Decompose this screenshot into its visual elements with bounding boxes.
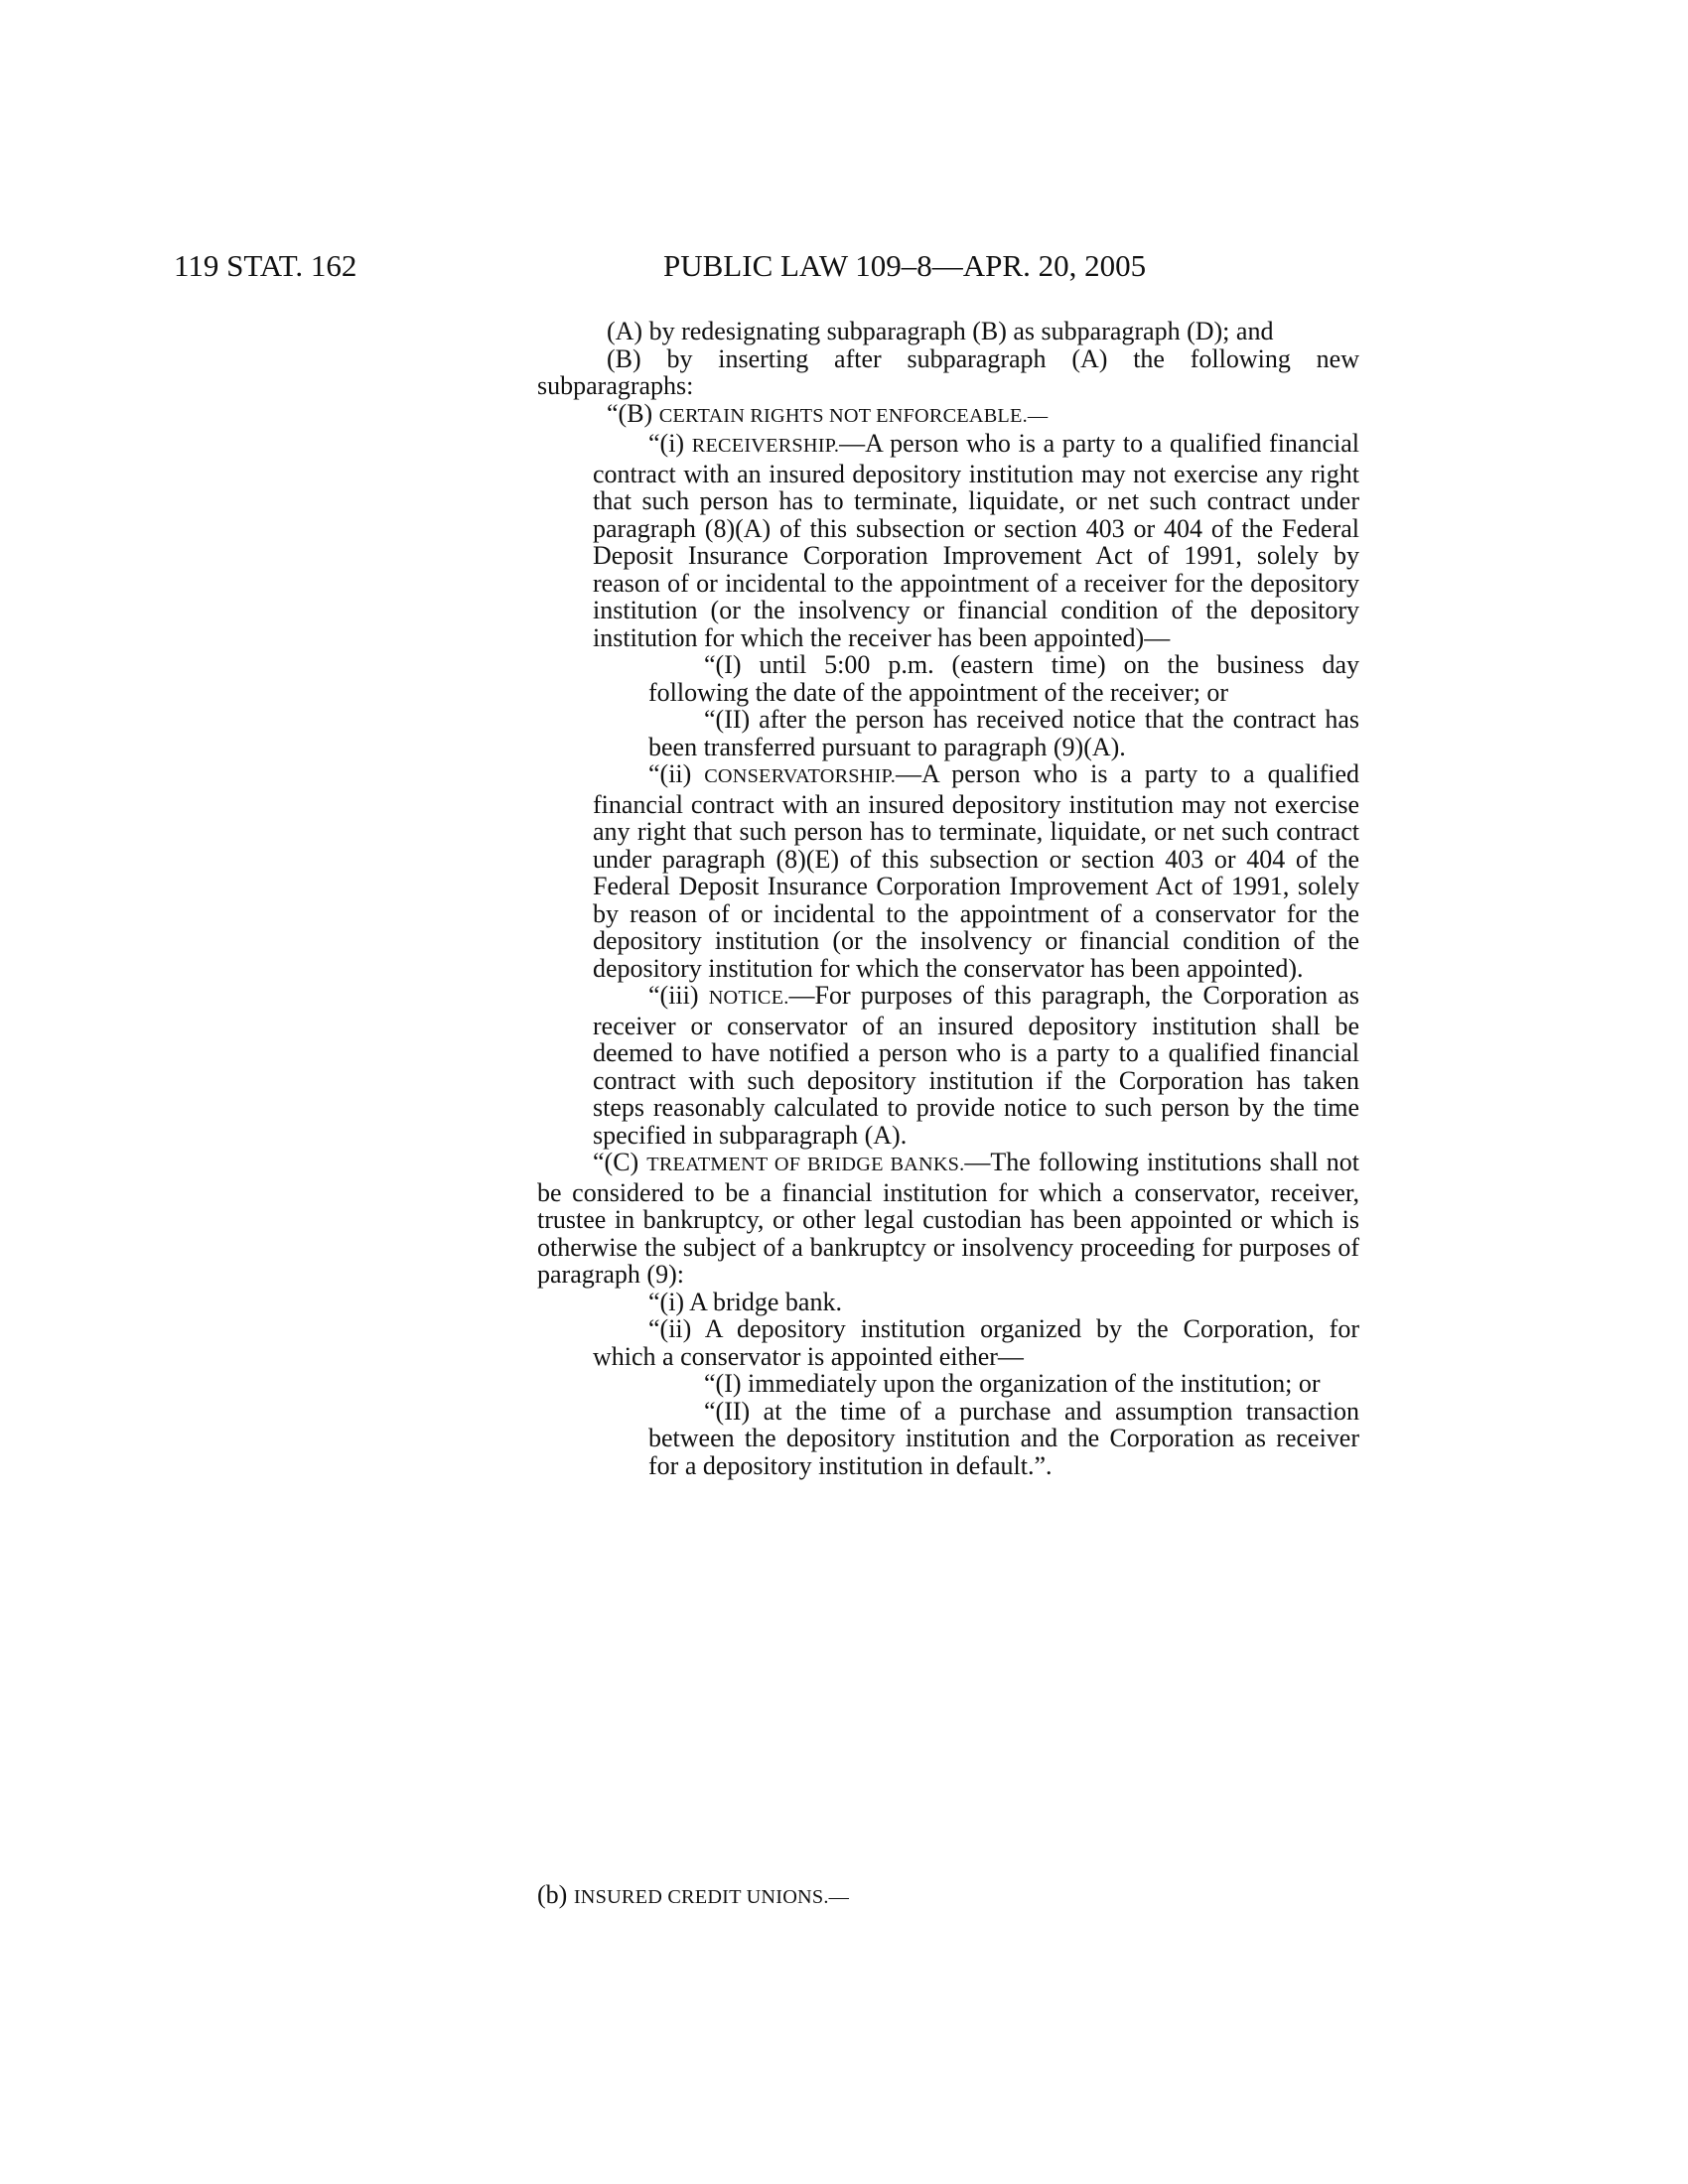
clause-iii-notice: “(iii) NOTICE.—For purposes of this paragraph, the Corporation as receiver or conservator of an insured depository institution shall be deemed to have notified a person who is a party to a qualified financial contract with such depository institution if the Corporation has taken steps reasonably calculated to provide notice to such person by the time specified in subparagraph (A). [593, 981, 1360, 1150]
subpara-b-heading: “(B) CERTAIN RIGHTS NOT ENFORCEABLE.— [607, 398, 1049, 428]
subclause-i-II: “(II) after the person has received notice that the contract has been transferred pursuant to paragraph (9)(A). [648, 705, 1359, 761]
statute-body [537, 318, 1359, 1479]
subpara-c-subclause-II: “(II) at the time of a purchase and assumption transaction between the depository institution and the Corporation as receiver for a depository institution in default.”. [648, 1396, 1359, 1480]
clause-i-receivership: “(i) RECEIVERSHIP.—A person who is a party to a qualified financial contract with an insured depository institution may not exercise any right that such person has to terminate, liquidate, or net such contract under paragraph (8)(A) of this subsection or section 403 or 404 of the Federal Deposit Insurance Corporation Improvement Act of 1991, solely by reason of or incidental to the appointment of a receiver for the depository institution (or the insolvency or financial condition of the depository institution for which the receiver has been appointed)— [593, 429, 1359, 652]
subpara-c-clause-i: “(i) A bridge bank. [648, 1287, 842, 1316]
paragraph-a: (A) by redesignating subparagraph (B) as subparagraph (D); and [607, 317, 1274, 345]
page-header [0, 246, 1688, 286]
clause-ii-conservatorship: “(ii) CONSERVATORSHIP.—A person who is a party to a qualified financial contract with an insured depository institution may not exercise any right that such person has to terminate, liquidate, or net such contract under paragraph (8)(E) of this subsection or section 403 or 404 of the Federal Deposit Insurance Corporation Improvement Act of 1991, solely by reason of or incidental to the appointment of a conservator for the depository institution (or the insolvency or financial condition of the depository institution for which the conservator has been appointed). [593, 759, 1359, 983]
subpara-c-subclause-I: “(I) immediately upon the organization of the institution; or [704, 1369, 1321, 1398]
subpara-c-clause-ii: “(ii) A depository institution organized by the Corporation, for which a conservator is appointed either— [593, 1314, 1359, 1371]
paragraph-b: (B) by inserting after subparagraph (A) the following new subparagraphs: [537, 343, 1359, 400]
section-b-heading: (b) INSURED CREDIT UNIONS.— [537, 1880, 850, 1909]
public-law-title: PUBLIC LAW 109–8—APR. 20, 2005 [663, 248, 1147, 283]
stat-citation: 119 STAT. 162 [174, 248, 357, 283]
subclause-i-I: “(I) until 5:00 p.m. (eastern time) on the business day following the date of the appointment of the receiver; or [648, 650, 1359, 707]
subpara-c-bridge-banks: “(C) TREATMENT OF BRIDGE BANKS.—The following institutions shall not be considered to be a financial institution for which a conservator, receiver, trustee in bankruptcy, or other legal custodian has been appointed or which is otherwise the subject of a bankruptcy or insolvency proceeding for purposes of paragraph (9): [537, 1148, 1359, 1289]
